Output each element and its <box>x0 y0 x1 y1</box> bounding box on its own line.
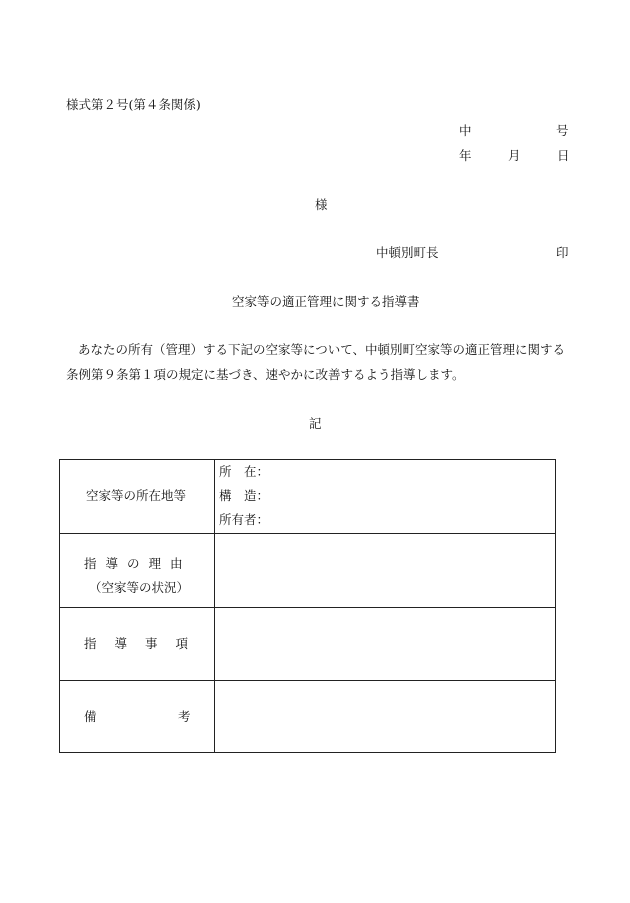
location-label: 空家等の所在地等 <box>86 488 187 503</box>
date-day: 日 <box>557 148 570 163</box>
guidance-table <box>59 459 556 753</box>
date-month: 月 <box>508 148 521 163</box>
location-value-cell <box>216 460 555 533</box>
field-structure: 構 造： <box>219 488 270 503</box>
body-line-1: あなたの所有（管理）する下記の空家等について、中頓別町空家等の適正管理に関する <box>78 342 566 357</box>
reason-value-cell <box>216 534 555 607</box>
remarks-label-cell <box>60 681 215 752</box>
field-address: 所 在： <box>219 464 270 479</box>
document-title: 空家等の適正管理に関する指導書 <box>232 294 420 309</box>
reason-label: 指導の理由 <box>84 556 192 571</box>
remarks-value-cell <box>216 681 555 752</box>
remarks-label-right: 考 <box>178 709 191 724</box>
addressee-honorific: 様 <box>315 197 328 212</box>
table-row-location <box>60 460 555 533</box>
location-label-cell <box>60 460 215 533</box>
date-year: 年 <box>459 148 472 163</box>
document-number-suffix: 号 <box>556 123 569 138</box>
form-number: 様式第２号(第４条関係) <box>66 97 201 112</box>
sender-title: 中頓別町長 <box>376 245 439 260</box>
field-owner: 所有者： <box>219 512 270 527</box>
guidance-label: 指導事項 <box>84 636 207 651</box>
body-line-2: 条例第９条第１項の規定に基づき、速やかに改善するよう指導します。 <box>66 367 465 382</box>
remarks-label-left: 備 <box>84 709 97 724</box>
table-row-guidance <box>60 607 555 680</box>
reason-sublabel: （空家等の状況） <box>89 580 190 595</box>
guidance-label-cell <box>60 608 215 680</box>
document-number-prefix: 中 <box>459 123 472 138</box>
reason-label-cell <box>60 534 215 607</box>
ki-heading: 記 <box>309 416 322 431</box>
guidance-value-cell <box>216 608 555 680</box>
table-row-remarks <box>60 680 555 752</box>
table-row-reason <box>60 533 555 607</box>
seal-mark: 印 <box>556 245 569 260</box>
